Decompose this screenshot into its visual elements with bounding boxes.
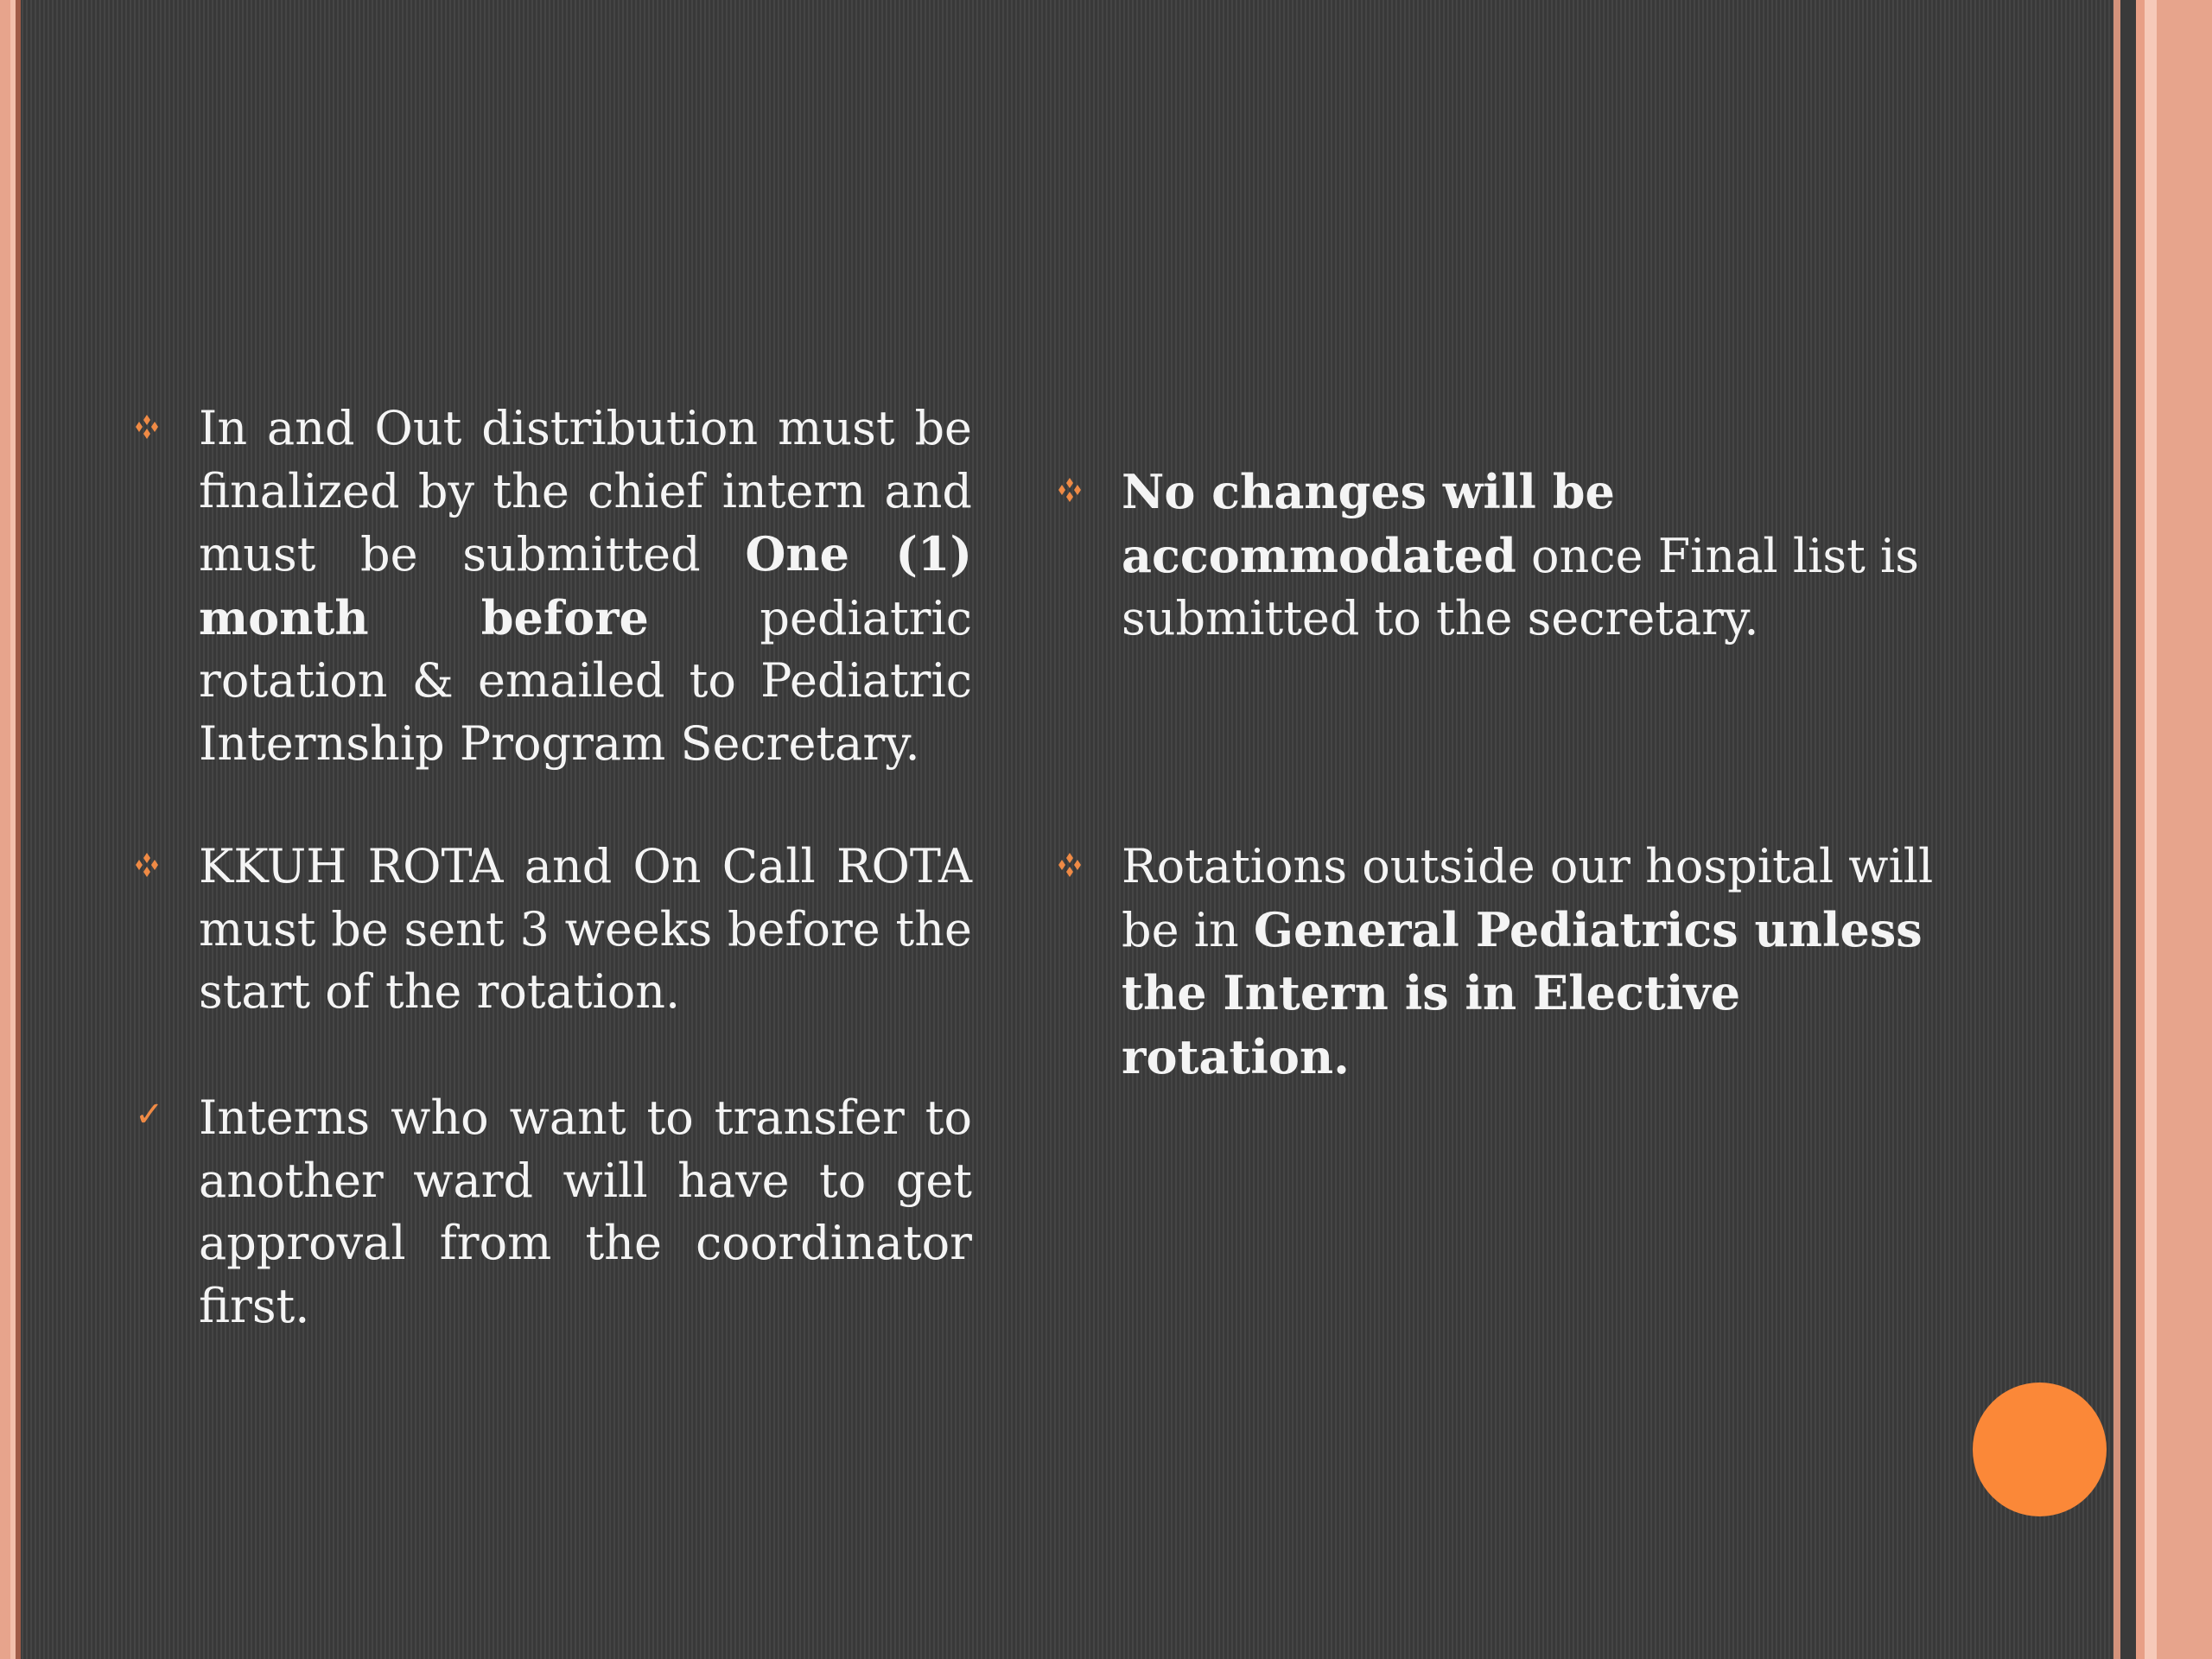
bullet-text: Rotations outside our hospital will be in General Pediatrics unless the Intern is in Elective rotation. [1122, 839, 1934, 1084]
bullet-text-bold: One (1) month before [199, 526, 972, 645]
bullet-text: No changes will be accommodated once Final list is submitted to the secretary. [1122, 464, 1919, 645]
bullet-text-bold: No changes will be accommodated [1122, 464, 1615, 583]
bullet-text: In and Out distribution must be finalized by the chief intern and must be submitted One (1) month before pediatric rotation & emailed to Pediatric Internship Program Secretary. [199, 401, 972, 771]
four-diamond-bullet-icon [130, 844, 164, 886]
four-diamond-bullet-icon [130, 406, 164, 448]
bullet-text: KKUH ROTA and On Call ROTA must be sent 3 weeks before the start of the rotation. [199, 839, 972, 1019]
right-border-stripe [2113, 0, 2120, 1659]
bullet-text-bold: General Pediatrics unless the Intern is in Elective rotation. [1122, 901, 1923, 1084]
bullet-item-no-changes [1052, 461, 1951, 651]
bullet-item-ward-transfer [130, 1087, 972, 1338]
checkmark-icon: ✓ [135, 1095, 164, 1135]
left-border-stripe [0, 0, 10, 1659]
four-diamond-bullet-icon [1052, 844, 1087, 886]
right-border-stripe-light [2145, 0, 2157, 1659]
right-border-band [2157, 0, 2212, 1659]
bullet-text: Interns who want to transfer to another ward will have to get approval from the coordinator first. [199, 1090, 972, 1333]
bullet-item-in-out-distribution [130, 397, 972, 775]
left-border-stripe-dark [16, 0, 21, 1659]
bullet-item-kkuh-rota [130, 836, 972, 1024]
four-diamond-bullet-icon [1052, 469, 1087, 511]
orange-circle-decoration [1973, 1382, 2107, 1516]
right-border-stripe-mid [2136, 0, 2145, 1659]
bullet-item-outside-rotations [1052, 836, 1951, 1089]
right-border-gap [2120, 0, 2136, 1659]
